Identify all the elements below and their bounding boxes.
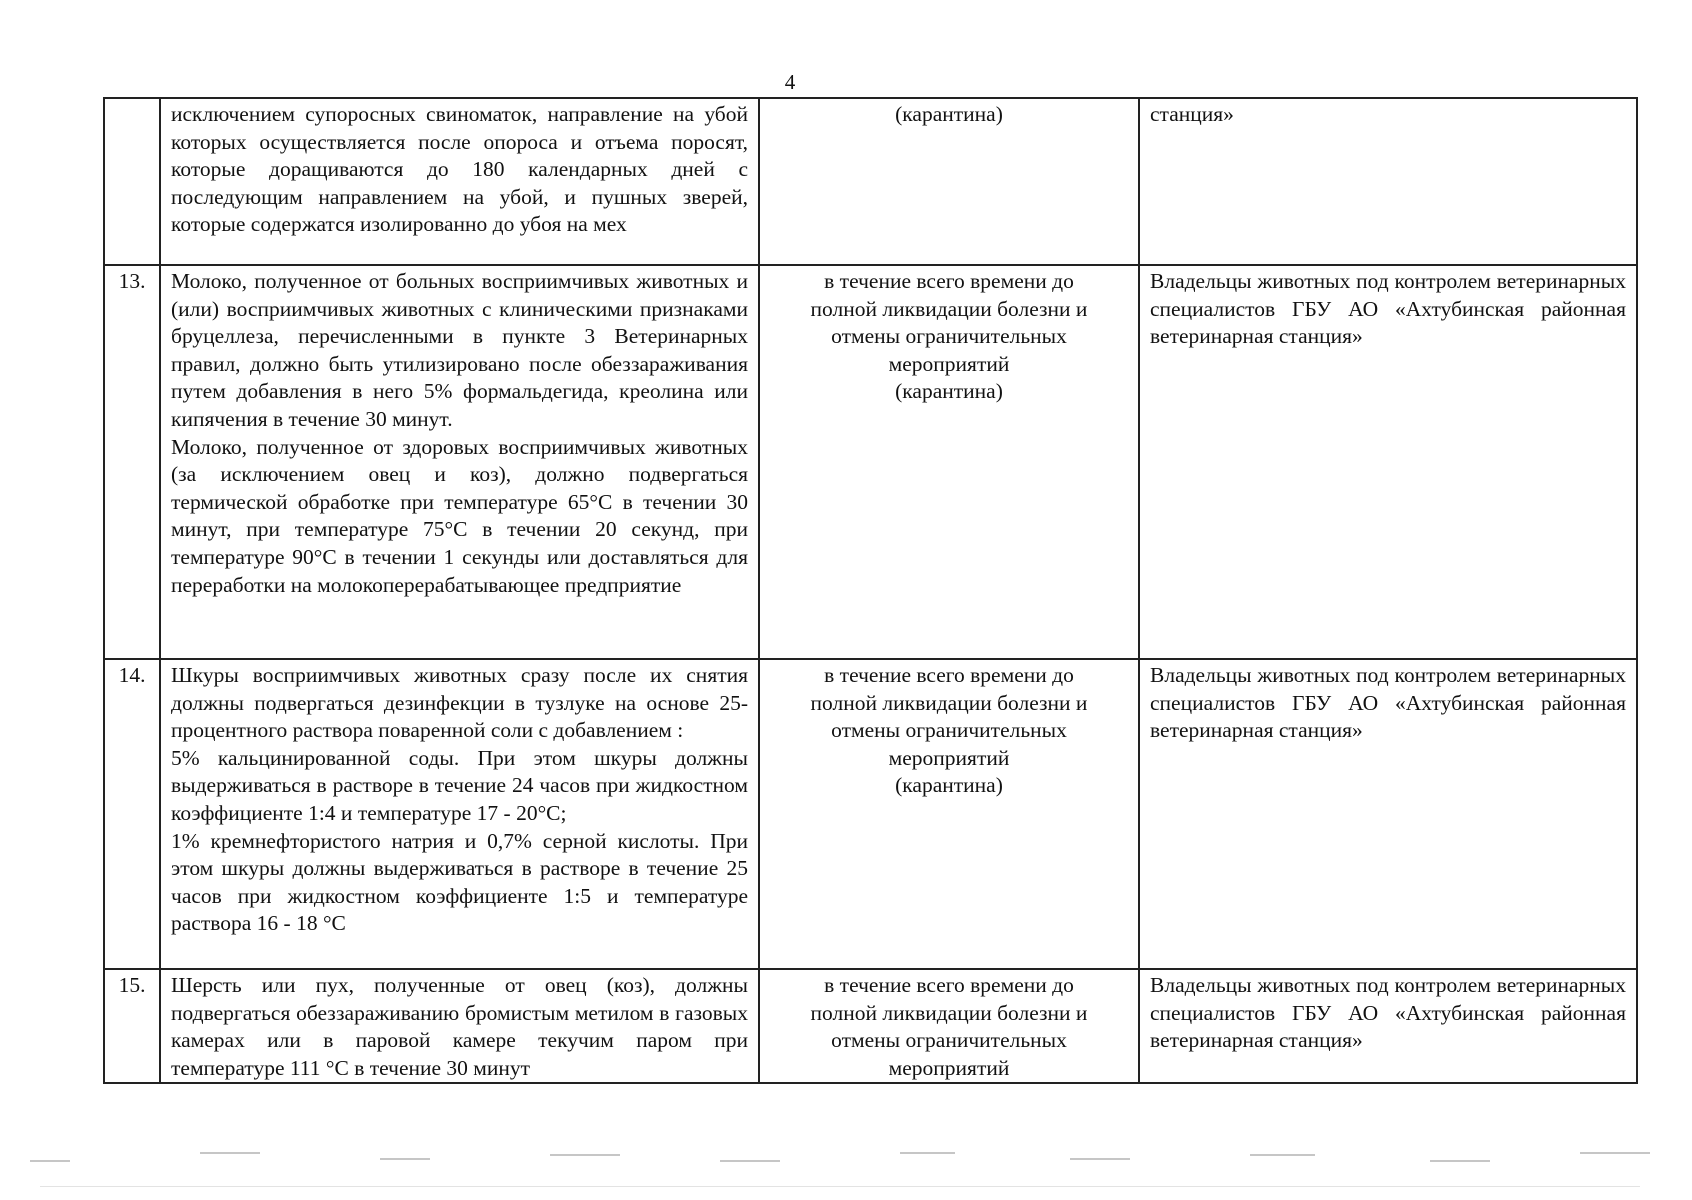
- term-cell: [759, 659, 1139, 969]
- measure-cell: [160, 265, 759, 659]
- measure-paragraph: Молоко, полученное от здоровых восприимчивых животных (за исключением овец и коз), должно подвергаться термической обработке при температуре 65°С в течении 30 минут, при температуре 75°С в течении 20 секунд, при температуре 90°С в течении 1 секунды или доставляться для переработки на молокоперерабатывающее предприятие: [171, 434, 748, 597]
- term-line: (карантина): [895, 102, 1003, 126]
- term-cell: [759, 265, 1139, 659]
- scan-noise: [0, 1130, 1692, 1200]
- row-number: 13.: [104, 265, 160, 659]
- term-line: в течение всего времени до: [824, 269, 1074, 293]
- term-line: отмены ограничительных: [831, 718, 1067, 743]
- measure-paragraph: Шкуры восприимчивых животных сразу после их снятия должны подвергаться дезинфекции в тузлуке на основе 25-процентного раствора поваренной соли с добавлением :: [171, 663, 748, 743]
- table-row: [104, 98, 1637, 265]
- term-line: отмены ограничительных: [831, 1028, 1067, 1053]
- measure-cell: [160, 98, 759, 265]
- responsible-cell: Владельцы животных под контролем ветеринарных специалистов ГБУ АО «Ахтубинская районная ветеринарная станция»: [1139, 265, 1637, 659]
- term-line: (карантина): [895, 773, 1003, 798]
- term-line: в течение всего времени до: [824, 663, 1074, 687]
- term-cell: [759, 969, 1139, 1083]
- row-number: 14.: [104, 659, 160, 969]
- table-row: [104, 969, 1637, 1083]
- responsible-cell: Владельцы животных под контролем ветеринарных специалистов ГБУ АО «Ахтубинская районная ветеринарная станция»: [1139, 969, 1637, 1083]
- row-number: 15.: [104, 969, 160, 1083]
- page-number: 4: [784, 70, 796, 94]
- measure-paragraph: 1% кремнефтористого натрия и 0,7% серной кислоты. При этом шкуры должны выдерживаться в растворе в течение 25 часов при жидкостном коэффициенте 1:5 и температуре раствора 16 - 18 °С: [171, 828, 748, 936]
- term-line: отмены ограничительных: [831, 324, 1067, 349]
- table-row: [104, 265, 1637, 659]
- term-line: мероприятий: [888, 351, 1010, 376]
- term-line: полной ликвидации болезни и: [810, 296, 1088, 321]
- responsible-cell: станция»: [1139, 98, 1637, 265]
- measure-paragraph: Молоко, полученное от больных восприимчивых животных и (или) восприимчивых животных с клиническими признаками бруцеллеза, перечисленными в пункте 3 Ветеринарных правил, должно быть утилизировано после обеззараживания путем добавления в него 5% формальдегида, креолина или кипячения в течение 30 минут.: [171, 269, 748, 431]
- term-line: (карантина): [895, 379, 1003, 404]
- table-row: [104, 659, 1637, 969]
- responsible-cell: Владельцы животных под контролем ветеринарных специалистов ГБУ АО «Ахтубинская районная ветеринарная станция»: [1139, 659, 1637, 969]
- measure-paragraph: исключением супоросных свиноматок, направление на убой которых осуществляется после опороса и отъема поросят, которые доращиваются до 180 календарных дней с последующим направлением на убой, и пушных зверей, которые содержатся изолированно до убоя на мех: [171, 102, 748, 237]
- measure-paragraph: Шерсть или пух, полученные от овец (коз), должны подвергаться обеззараживанию бромистым метилом в газовых камерах или в паровой камере текучим паром при температуре 111 °С в течение 30 минут: [171, 973, 748, 1080]
- term-line: полной ликвидации болезни и: [810, 690, 1088, 715]
- term-line: мероприятий: [888, 1055, 1010, 1080]
- row-number: [104, 98, 160, 265]
- measure-paragraph: 5% кальцинированной соды. При этом шкуры должны выдерживаться в растворе в течение 24 часов при жидкостном коэффициенте 1:4 и температуре 17 - 20°С;: [171, 745, 748, 825]
- term-line: полной ликвидации болезни и: [810, 1000, 1088, 1025]
- term-line: мероприятий: [888, 745, 1010, 770]
- term-cell: [759, 98, 1139, 265]
- term-line: в течение всего времени до: [824, 973, 1074, 997]
- measure-cell: [160, 969, 759, 1083]
- measure-cell: [160, 659, 759, 969]
- measures-table: [103, 97, 1638, 1084]
